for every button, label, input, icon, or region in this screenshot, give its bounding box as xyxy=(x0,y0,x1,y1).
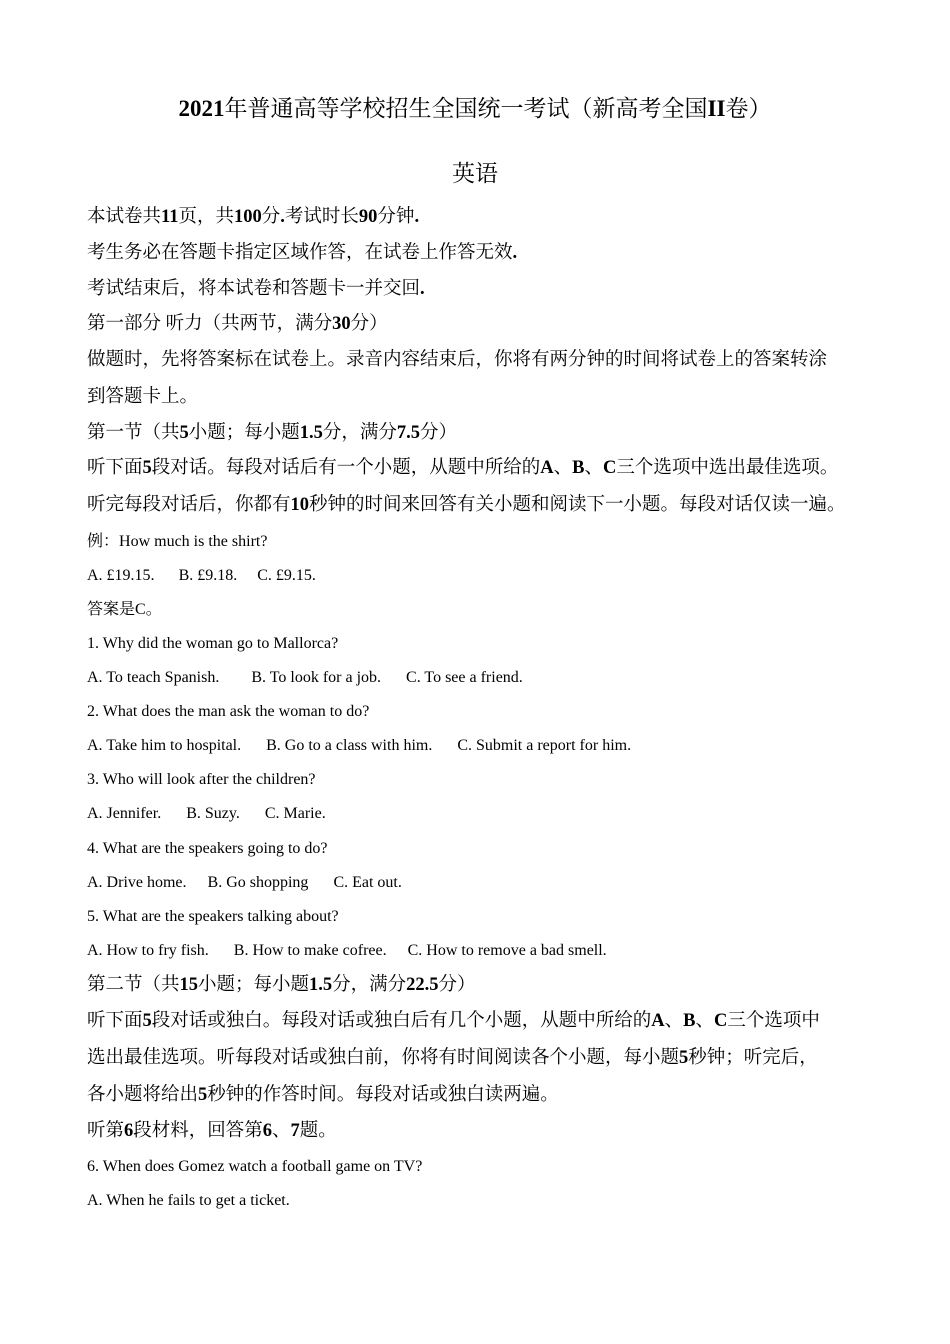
question-2-options: A. Take him to hospital. B. Go to a class with him. C. Submit a report for him. xyxy=(87,737,632,754)
question-3-options: A. Jennifer. B. Suzy. C. Marie. xyxy=(87,805,326,822)
section2-description-line-2: 选出最佳选项。听每段对话或独白前，你将有时间阅读各个小题，每小题5秒钟；听完后， xyxy=(87,1048,818,1068)
question-5-options: A. How to fry fish. B. How to make cofree. C. How to remove a bad smell. xyxy=(87,942,607,959)
question-2: 2. What does the man ask the woman to do? xyxy=(87,703,370,720)
section1-description-line-1: 听下面5段对话。每段对话后有一个小题，从题中所给的A、B、C三个选项中选出最佳选项。 xyxy=(87,458,839,478)
example-options: A. £19.15. B. £9.18. C. £9.15. xyxy=(87,567,316,584)
section1-heading: 第一节（共5小题；每小题1.5分，满分7.5分） xyxy=(87,423,458,443)
exam-title xyxy=(0,90,950,123)
material-6-heading: 听第6段材料，回答第6、7题。 xyxy=(87,1121,337,1141)
part1-heading: 第一部分 听力（共两节，满分30分） xyxy=(87,314,388,334)
question-5: 5. What are the speakers talking about? xyxy=(87,908,339,925)
title-text: 年普通高等学校招生全国统一考试（新高考全国 xyxy=(224,96,708,121)
title-end: 卷） xyxy=(725,96,772,121)
example-question: 例：How much is the shirt? xyxy=(87,533,268,550)
instruction-line-1: 本试卷共11页，共100分.考试时长90分钟. xyxy=(87,207,420,227)
section1-description-line-2: 听完每段对话后，你都有10秒钟的时间来回答有关小题和阅读下一小题。每段对话仅读一遍。 xyxy=(87,495,846,515)
instruction-line-3: 考试结束后，将本试卷和答题卡一并交回. xyxy=(87,279,425,299)
example-answer: 答案是C。 xyxy=(87,601,162,618)
instruction-line-2: 考生务必在答题卡指定区域作答，在试卷上作答无效. xyxy=(87,243,518,263)
title-year: 2021 xyxy=(178,96,225,121)
question-6-option-a: A. When he fails to get a ticket. xyxy=(87,1192,290,1209)
title-roman-numeral: II xyxy=(707,96,726,121)
section2-heading: 第二节（共15小题；每小题1.5分，满分22.5分） xyxy=(87,975,476,995)
subject-title: 英语 xyxy=(452,161,498,186)
question-1-options: A. To teach Spanish. B. To look for a job. C. To see a friend. xyxy=(87,669,523,686)
question-3: 3. Who will look after the children? xyxy=(87,771,316,788)
section2-description-line-3: 各小题将给出5秒钟的作答时间。每段对话或独白读两遍。 xyxy=(87,1085,559,1105)
section2-description-line-1: 听下面5段对话或独白。每段对话或独白后有几个小题，从题中所给的A、B、C三个选项中 xyxy=(87,1011,820,1031)
question-1: 1. Why did the woman go to Mallorca? xyxy=(87,635,339,652)
question-4: 4. What are the speakers going to do? xyxy=(87,840,328,857)
question-6: 6. When does Gomez watch a football game on TV? xyxy=(87,1158,423,1175)
question-4-options: A. Drive home. B. Go shopping C. Eat out. xyxy=(87,874,402,891)
part1-description-line-1: 做题时，先将答案标在试卷上。录音内容结束后，你将有两分钟的时间将试卷上的答案转涂 xyxy=(87,350,828,370)
part1-description-line-2: 到答题卡上。 xyxy=(87,387,199,407)
